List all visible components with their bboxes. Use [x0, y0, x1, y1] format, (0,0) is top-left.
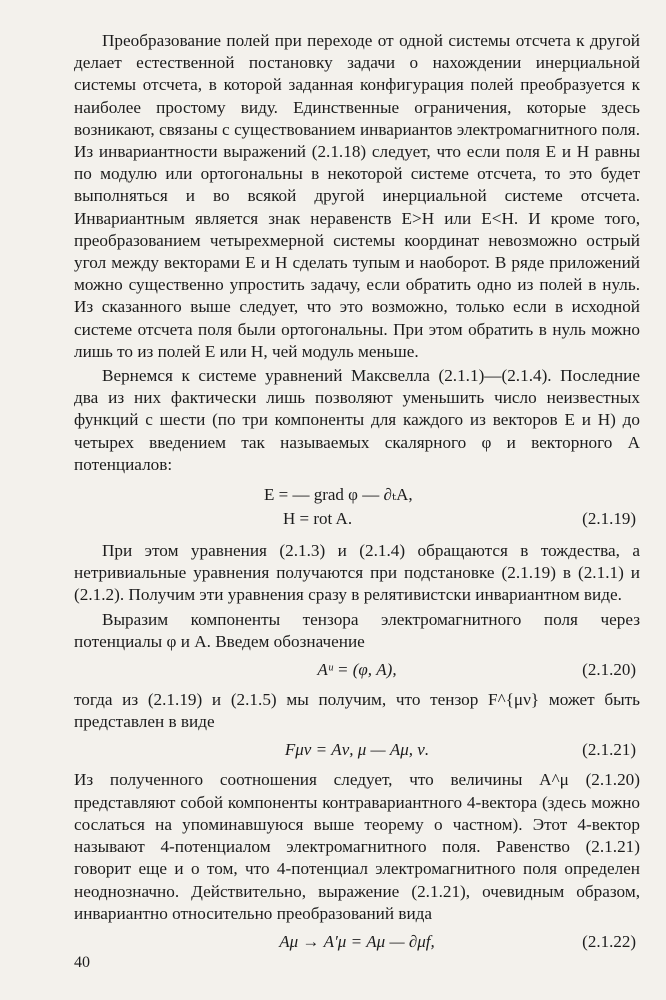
paragraph-4-potential: Из полученного соотношения следует, что величины A^μ (2.1.20) представляют собой компоненты контравариантного 4-вектора (здесь можно сослаться на упоминавшуюся выше теорему о частном). Этот 4-вектор называют 4-потенциалом электромагнитного поля. Равенство (2.1.21) говорит еще и о том, что 4-потенциал электромагнитного поля определен неоднозначно. Действительно, выражение (2.1.21), очевидным образом, инвариантно относительно преобразований вида — [74, 770, 640, 923]
equation-number: (2.1.19) — [582, 509, 636, 529]
equation-number: (2.1.22) — [582, 931, 636, 951]
equation-2-1-22 — [74, 931, 640, 955]
equation-number: (2.1.20) — [582, 660, 636, 680]
paragraph-tensor-representation: тогда из (2.1.19) и (2.1.5) мы получим, что тензор F^{μν} может быть представлен в виде — [74, 690, 640, 732]
paragraph-identities: При этом уравнения (2.1.3) и (2.1.4) обращаются в тождества, а нетривиальные уравнения получаются при подстановке (2.1.19) в (2.1.1) и (2.1.2). Получим эти уравнения сразу в релятивистски инвариантном виде. — [74, 541, 640, 605]
equation-number: (2.1.21) — [582, 740, 636, 760]
equation-2-1-21 — [74, 739, 640, 763]
equation-2-1-19-line1: E = — grad φ — ∂ₜA, — [264, 485, 413, 505]
equation-2-1-20-formula: Aᵘ = (φ, A), — [317, 660, 397, 680]
paragraph-tensor-components: Выразим компоненты тензора электромагнитного поля через потенциалы φ и A. Введем обозначение — [74, 609, 640, 651]
equation-2-1-19 — [74, 484, 640, 532]
equation-2-1-21-formula: Fμν = Aν, μ — Aμ, ν. — [284, 740, 430, 760]
paragraph-potentials-intro: Вернемся к системе уравнений Максвелла (2.1.1)—(2.1.4). Последние два из них фактически лишь позволяют уменьшить число неизвестных функций с шести (по три компоненты для каждого из векторов E и H) до четырех введением так называемых скалярного φ и векторного A потенциалов: — [74, 366, 640, 474]
equation-2-1-22-formula: Aμ → A′μ = Aμ — ∂μf, — [279, 931, 435, 951]
equation-2-1-20 — [74, 659, 640, 683]
page-number: 40 — [74, 954, 90, 971]
paragraph-field-transformation: Преобразование полей при переходе от одной системы отсчета к другой делает естественной постановку задачи о нахождении инерциальной системы отсчета, в которой заданная конфигурация полей преобразуется к наиболее простому виду. Единственные ограничения, которые здесь возникают, связаны с существованием инвариантов электромагнитного поля. Из инвариантности выражений (2.1.18) следует, что если поля E и H равны по модулю или ортогональны в некоторой системе отсчета, то это будет выполняться и во всякой другой инерциальной системе отсчета. Инвариантным является знак неравенств E>H или E<H. И кроме того, преобразованием четырехмерной системы координат невозможно острый угол между векторами E и H сделать тупым и наоборот. В ряде приложений можно существенно упростить задачу, если обратить одно из полей в нуль. Из сказанного выше следует, что это возможно, только если в исходной системе отсчета поля были ортогональны. При этом обратить в нуль можно лишь то из полей E или H, чей модуль меньше. — [74, 31, 640, 361]
text-body — [74, 30, 640, 961]
equation-2-1-19-line2: H = rot A. — [283, 509, 353, 529]
